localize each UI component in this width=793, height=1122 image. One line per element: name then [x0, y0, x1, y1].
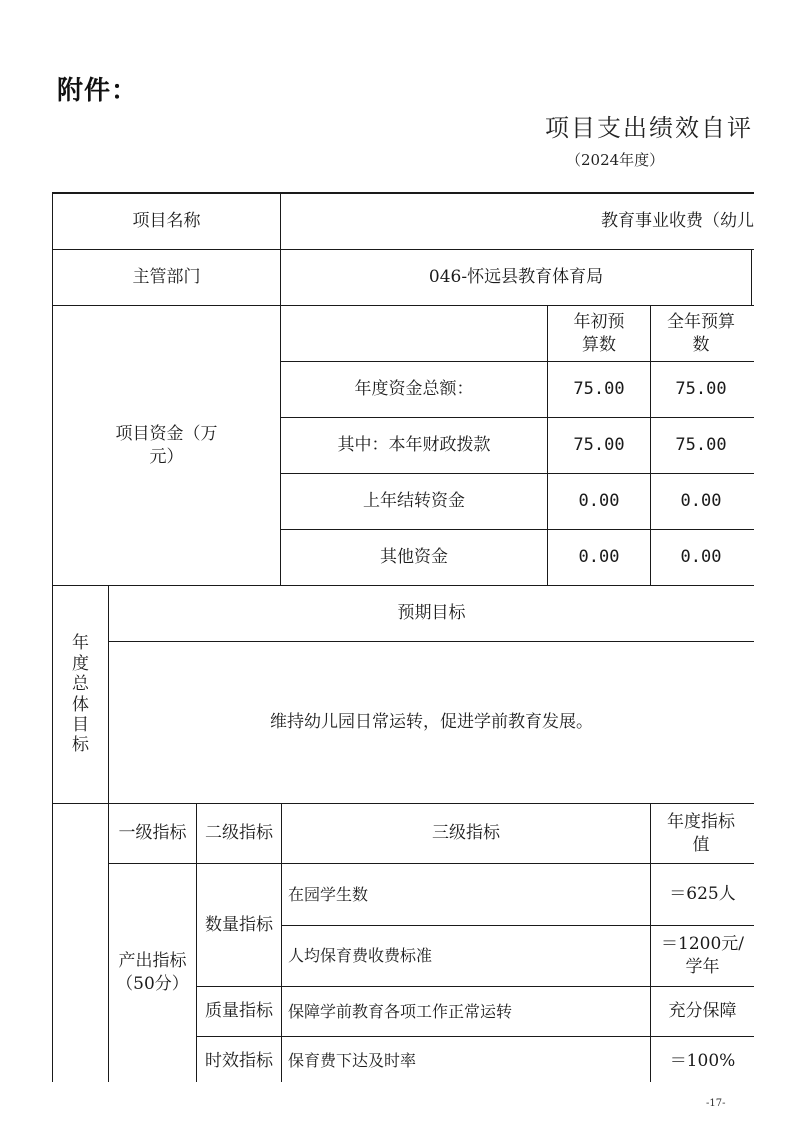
- report-title: 项目支出绩效自评: [545, 114, 753, 142]
- ind-head-l1: 一级指标: [118, 823, 187, 844]
- funds-row-full: 75.00: [675, 435, 727, 456]
- funds-row-full: 75.00: [675, 379, 727, 400]
- ind-head-l3: 三级指标: [432, 823, 500, 844]
- funds-row-label: 其他资金: [380, 547, 448, 568]
- project-name-value: 教育事业收费（幼儿: [601, 211, 754, 232]
- funds-row-initial: 75.00: [573, 379, 625, 400]
- l2-quality: 质量指标: [205, 1001, 273, 1022]
- funds-row-initial: 0.00: [578, 491, 620, 512]
- page-number: -17-: [706, 1098, 726, 1109]
- goal-label-text: 年度总体目标: [72, 633, 89, 756]
- funds-row-initial: 75.00: [573, 435, 625, 456]
- l3-indicator: 保障学前教育各项工作正常运转: [288, 1001, 513, 1021]
- funds-col-full: 全年预算数: [667, 311, 735, 355]
- funds-col-initial: 年初预算数: [573, 311, 625, 355]
- funds-row-label: 上年结转资金: [363, 491, 465, 512]
- funds-row-initial: 0.00: [578, 547, 620, 568]
- report-year: （2024年度）: [566, 151, 665, 169]
- l3-indicator: 人均保育费收费标准: [288, 946, 433, 966]
- goal-label: [53, 586, 108, 803]
- funds-row-label: 年度资金总额：: [354, 379, 474, 400]
- l2-timeliness: 时效指标: [205, 1050, 273, 1071]
- rule: [751, 249, 752, 305]
- ind-head-value: 年度指标值: [667, 811, 735, 855]
- funds-label: [53, 306, 280, 585]
- project-name-label: 项目名称: [132, 211, 201, 232]
- attachment-label: 附件：: [57, 76, 139, 106]
- funds-row-label: 其中：本年财政拨款: [337, 435, 491, 456]
- goal-text: 维持幼儿园日常运转，促进学前教育发展。: [270, 712, 593, 733]
- dept-value: 046-怀远县教育体育局: [428, 267, 604, 288]
- funds-row-full: 0.00: [680, 491, 722, 512]
- l1-output: [109, 864, 196, 1082]
- indicator-value: 充分保障: [668, 1001, 737, 1022]
- l2-quantity: 数量指标: [205, 914, 273, 935]
- funds-row-full: 0.00: [680, 547, 722, 568]
- l3-indicator: 保育费下达及时率: [288, 1051, 417, 1071]
- indicator-value: ＝100%: [669, 1050, 736, 1071]
- dept-label: 主管部门: [132, 267, 201, 288]
- l3-indicator: 在园学生数: [288, 884, 369, 904]
- ind-head-l2: 二级指标: [205, 823, 273, 844]
- indicator-value: ＝1200元/学年: [661, 934, 744, 977]
- l1-output-text: 产出指标（50分）: [116, 951, 189, 994]
- funds-label-text: 项目资金（万元）: [115, 423, 218, 467]
- indicator-value: ＝625人: [669, 884, 736, 905]
- goal-header: 预期目标: [397, 603, 466, 624]
